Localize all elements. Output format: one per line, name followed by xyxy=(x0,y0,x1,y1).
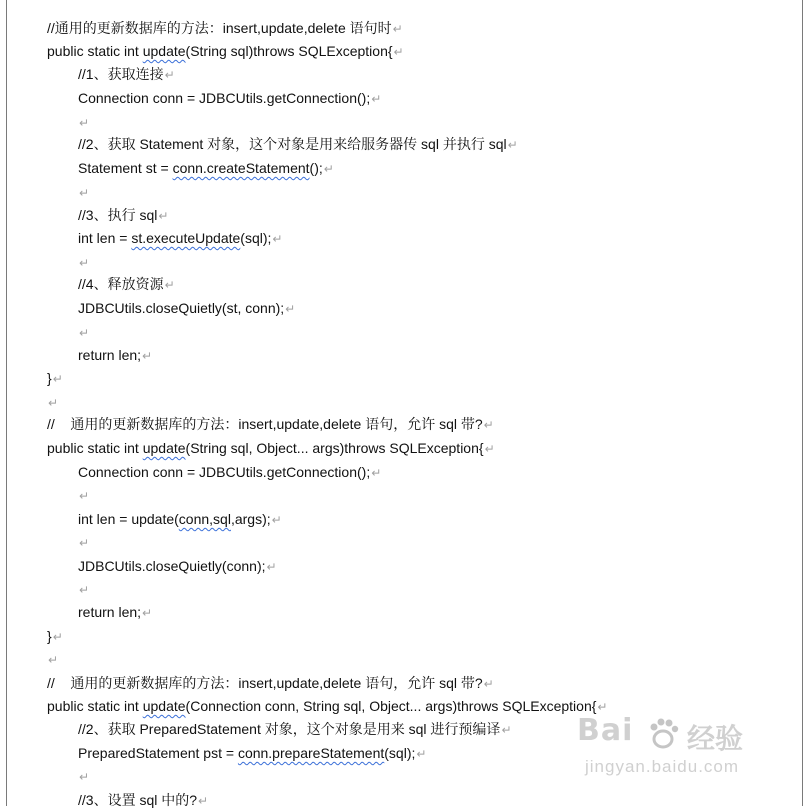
watermark-url: jingyan.baidu.com xyxy=(585,757,739,777)
code-text: //3、执行 sql xyxy=(78,207,157,223)
code-text: // 通用的更新数据库的方法：insert,update,delete 语句，允许 sql 带? xyxy=(47,416,483,432)
paragraph-return-icon: ↵ xyxy=(508,138,518,152)
code-line xyxy=(47,40,404,62)
paragraph-return-icon: ↵ xyxy=(142,349,152,363)
code-text: Connection conn = JDBCUtils.getConnection(); xyxy=(78,90,370,106)
paragraph-return-icon: ↵ xyxy=(285,302,295,316)
code-text: PreparedStatement pst = xyxy=(78,745,238,761)
paw-icon xyxy=(645,715,681,751)
paragraph-return-icon: ↵ xyxy=(416,747,426,761)
code-line xyxy=(47,648,58,670)
code-text: (sql); xyxy=(240,230,271,246)
paragraph-return-icon: ↵ xyxy=(485,442,495,456)
code-line xyxy=(47,367,63,389)
code-line xyxy=(47,625,63,647)
paragraph-return-icon: ↵ xyxy=(394,45,404,59)
paragraph-return-icon: ↵ xyxy=(198,794,208,808)
code-text: } xyxy=(47,370,52,386)
paragraph-return-icon: ↵ xyxy=(79,770,89,784)
code-line xyxy=(78,484,89,506)
spellcheck-underlined-text: update xyxy=(143,43,186,59)
paragraph-return-icon: ↵ xyxy=(53,630,63,644)
code-line xyxy=(47,17,403,39)
code-line xyxy=(78,742,426,764)
paragraph-return-icon: ↵ xyxy=(158,209,168,223)
code-line xyxy=(78,765,89,787)
code-line xyxy=(78,87,381,109)
code-text: public static int xyxy=(47,440,143,456)
paragraph-return-icon: ↵ xyxy=(142,606,152,620)
code-line xyxy=(78,133,518,155)
paragraph-return-icon: ↵ xyxy=(165,278,175,292)
code-text: Statement st = xyxy=(78,160,173,176)
watermark-brand-cn: 经验 xyxy=(687,717,743,757)
paragraph-return-icon: ↵ xyxy=(484,677,494,691)
spellcheck-underlined-text: conn.prepareStatement xyxy=(238,745,384,761)
code-line xyxy=(78,321,89,343)
paragraph-return-icon: ↵ xyxy=(79,489,89,503)
code-text: //4、释放资源 xyxy=(78,276,164,292)
code-text: Connection conn = JDBCUtils.getConnection(); xyxy=(78,464,370,480)
paragraph-return-icon: ↵ xyxy=(79,326,89,340)
code-line xyxy=(78,297,295,319)
code-text: (Connection conn, String sql, Object... args)throws SQLException{ xyxy=(186,698,597,714)
watermark xyxy=(577,713,777,793)
code-text: public static int xyxy=(47,698,143,714)
code-text: //3、设置 sql 中的? xyxy=(78,792,197,808)
code-line xyxy=(78,789,208,811)
code-text: (sql); xyxy=(384,745,415,761)
code-text: ,args); xyxy=(231,511,271,527)
code-line xyxy=(78,344,152,366)
code-text: // 通用的更新数据库的方法：insert,update,delete 语句，允许 sql 带? xyxy=(47,675,483,691)
paragraph-return-icon: ↵ xyxy=(501,723,511,737)
paragraph-return-icon: ↵ xyxy=(371,92,381,106)
spellcheck-underlined-text: conn.createStatement xyxy=(173,160,310,176)
code-text: JDBCUtils.closeQuietly(st, conn); xyxy=(78,300,284,316)
paragraph-return-icon: ↵ xyxy=(393,22,403,36)
code-line xyxy=(78,578,89,600)
paragraph-return-icon: ↵ xyxy=(79,116,89,130)
paragraph-return-icon: ↵ xyxy=(79,536,89,550)
code-text: (String sql, Object... args)throws SQLException{ xyxy=(186,440,484,456)
code-line xyxy=(78,531,89,553)
code-line xyxy=(47,391,58,413)
paragraph-return-icon: ↵ xyxy=(48,396,58,410)
spellcheck-underlined-text: update xyxy=(143,440,186,456)
paragraph-return-icon: ↵ xyxy=(272,513,282,527)
code-text: public static int xyxy=(47,43,143,59)
paragraph-return-icon: ↵ xyxy=(79,186,89,200)
code-line xyxy=(78,63,175,85)
paragraph-return-icon: ↵ xyxy=(165,68,175,82)
paragraph-return-icon: ↵ xyxy=(597,700,607,714)
code-line xyxy=(47,672,494,694)
code-text: return len; xyxy=(78,604,141,620)
code-text: (); xyxy=(310,160,323,176)
code-text: int len = update( xyxy=(78,511,179,527)
code-line xyxy=(78,461,381,483)
code-text: JDBCUtils.closeQuietly(conn); xyxy=(78,558,266,574)
paragraph-return-icon: ↵ xyxy=(484,418,494,432)
code-text: } xyxy=(47,628,52,644)
paragraph-return-icon: ↵ xyxy=(324,162,334,176)
code-line xyxy=(47,413,494,435)
paragraph-return-icon: ↵ xyxy=(371,466,381,480)
code-line xyxy=(78,601,152,623)
code-line xyxy=(78,111,89,133)
code-text: int len = xyxy=(78,230,131,246)
code-line xyxy=(47,695,607,717)
spellcheck-underlined-text: st.executeUpdate xyxy=(131,230,240,246)
paragraph-return-icon: ↵ xyxy=(53,372,63,386)
code-line xyxy=(78,157,334,179)
code-text: //2、获取 PreparedStatement 对象，这个对象是用来 sql 进行预编译 xyxy=(78,721,500,737)
watermark-brand: Bai xyxy=(577,713,633,748)
code-line xyxy=(78,251,89,273)
code-text: //2、获取 Statement 对象，这个对象是用来给服务器传 sql 并执行 sql xyxy=(78,136,507,152)
spellcheck-underlined-text: update xyxy=(143,698,186,714)
paragraph-return-icon: ↵ xyxy=(267,560,277,574)
code-line xyxy=(78,555,277,577)
code-line xyxy=(78,204,168,226)
spellcheck-underlined-text: conn,sql xyxy=(179,511,231,527)
paragraph-return-icon: ↵ xyxy=(272,232,282,246)
code-line xyxy=(47,437,495,459)
paragraph-return-icon: ↵ xyxy=(79,256,89,270)
code-text: (String sql)throws SQLException{ xyxy=(186,43,393,59)
code-text: //通用的更新数据库的方法：insert,update,delete 语句时 xyxy=(47,20,392,36)
code-line xyxy=(78,181,89,203)
code-line xyxy=(78,718,512,740)
paragraph-return-icon: ↵ xyxy=(79,583,89,597)
code-text: //1、获取连接 xyxy=(78,66,164,82)
paragraph-return-icon: ↵ xyxy=(48,653,58,667)
code-line xyxy=(78,273,175,295)
code-line xyxy=(78,227,282,249)
code-text: return len; xyxy=(78,347,141,363)
code-line xyxy=(78,508,282,530)
